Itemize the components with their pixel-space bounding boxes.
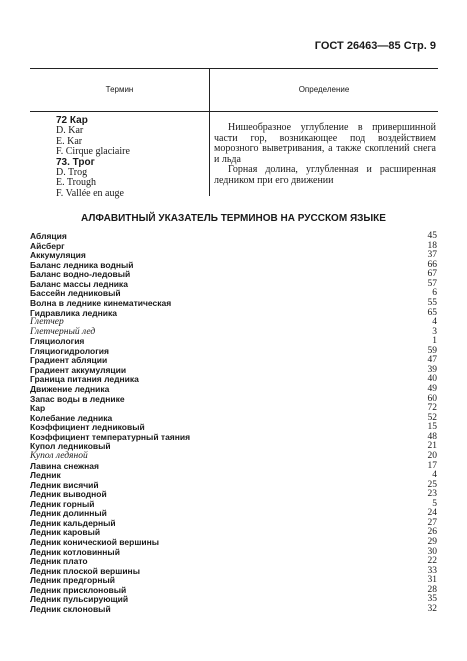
index-term: Ледник выводной xyxy=(30,489,107,500)
index-term: Глетчер xyxy=(30,317,64,328)
index-number: 33 xyxy=(427,565,437,576)
index-number: 23 xyxy=(427,489,437,500)
index-number: 28 xyxy=(427,584,437,595)
terms-column xyxy=(56,116,206,199)
page-header: ГОСТ 26463—85 Стр. 9 xyxy=(314,40,436,52)
index-term: Ледник висячий xyxy=(30,479,99,490)
index-number: 17 xyxy=(427,460,437,471)
index-term: Ледник коническиой вершины xyxy=(30,537,160,547)
index-term: Кар xyxy=(30,403,46,414)
index-row xyxy=(30,395,437,405)
index-row xyxy=(30,328,437,338)
index-number: 4 xyxy=(432,470,437,481)
index-term: Движение ледника xyxy=(30,384,110,394)
index-number: 47 xyxy=(427,355,437,366)
definition-trog: Горная долина, углубленная и расширенная ледником при его движении xyxy=(214,164,436,186)
index-number: 65 xyxy=(427,307,437,318)
index-number: 24 xyxy=(427,508,437,519)
index-term: Гляциогидрология xyxy=(30,345,109,356)
index-term: Ледник присклоновый xyxy=(30,584,127,595)
index-number: 22 xyxy=(427,556,437,567)
index-row xyxy=(30,548,437,558)
index-number: 60 xyxy=(427,393,437,404)
term-entry: E. Kar xyxy=(56,135,83,147)
column-header-terms: Термин xyxy=(105,85,134,94)
index-number: 52 xyxy=(427,412,437,423)
index-number: 15 xyxy=(427,422,437,433)
index-number: 57 xyxy=(427,278,437,289)
index-term: Гляциология xyxy=(30,336,85,347)
term-entry: F. Vallée en auge xyxy=(56,187,124,199)
index-number: 6 xyxy=(432,288,437,299)
index-row xyxy=(30,232,437,242)
index-term: Бассейн ледниковый xyxy=(30,288,121,299)
index-number: 5 xyxy=(432,498,437,509)
index-term: Купол ледяной xyxy=(30,450,88,461)
index-number: 18 xyxy=(427,240,437,251)
index-title: АЛФАВИТНЫЙ УКАЗАТЕЛЬ ТЕРМИНОВ НА РУССКОМ ЯЗЫКЕ xyxy=(81,213,386,224)
index-term: Гидравлика ледника xyxy=(30,307,117,318)
index-row xyxy=(30,309,437,319)
column-header-definition: Определение xyxy=(298,85,350,94)
index-number: 30 xyxy=(427,546,437,557)
index-term: Ледник горный xyxy=(30,498,95,509)
index-number: 59 xyxy=(427,345,437,356)
alphabetical-index xyxy=(30,232,437,615)
index-row xyxy=(30,605,437,615)
table-header-rule xyxy=(30,111,438,112)
index-number: 32 xyxy=(427,603,437,614)
index-row xyxy=(30,462,437,472)
index-number: 21 xyxy=(427,441,437,452)
index-number: 39 xyxy=(427,364,437,375)
index-term: Ледник предгорный xyxy=(30,575,115,586)
index-term: Колебание ледника xyxy=(30,412,113,423)
term-entry: D. Kar xyxy=(56,125,84,137)
index-term: Ледник кальдерный xyxy=(30,517,116,528)
index-number: 29 xyxy=(427,537,437,547)
index-term: Ледник склоновый xyxy=(30,603,111,614)
table-header xyxy=(30,69,438,111)
index-number: 31 xyxy=(427,575,437,586)
index-number: 48 xyxy=(427,431,437,442)
index-term: Лавина снежная xyxy=(30,460,99,471)
term-entry: E. Trough xyxy=(56,177,97,189)
index-term: Ледник пульсирующий xyxy=(30,594,129,605)
index-term: Купол ледниковый xyxy=(30,441,111,452)
index-number: 1 xyxy=(432,336,437,347)
index-number: 55 xyxy=(427,297,437,308)
index-number: 67 xyxy=(427,269,437,280)
table-column-divider xyxy=(209,69,210,196)
index-number: 27 xyxy=(427,517,437,528)
index-term: Ледник плато xyxy=(30,556,88,567)
index-number: 45 xyxy=(427,231,437,241)
index-number: 37 xyxy=(427,250,437,261)
term-entry: F. Cirque glaciaire xyxy=(56,146,130,158)
index-number: 20 xyxy=(427,450,437,461)
index-term: Градиент аккумуляции xyxy=(30,364,127,375)
index-row xyxy=(30,442,437,452)
index-number: 66 xyxy=(427,259,437,270)
index-term: Абляция xyxy=(30,231,67,241)
index-term: Граница питания ледника xyxy=(30,374,139,385)
term-entry: 73. Трог xyxy=(56,156,95,168)
index-term: Волна в леднике кинематическая xyxy=(30,297,172,308)
index-number: 3 xyxy=(432,326,437,337)
index-number: 40 xyxy=(427,374,437,385)
index-row xyxy=(30,242,437,252)
index-number: 4 xyxy=(432,317,437,328)
index-term: Коэффициент температурный таяния xyxy=(30,431,191,442)
index-term: Ледник котловинный xyxy=(30,546,120,557)
index-number: 72 xyxy=(427,403,437,414)
index-term: Баланс водно-ледовый xyxy=(30,269,131,280)
index-number: 35 xyxy=(427,594,437,605)
index-number: 49 xyxy=(427,384,437,394)
index-number: 25 xyxy=(427,479,437,490)
index-term: Коэффициент ледниковый xyxy=(30,422,145,433)
index-term: Баланс ледника водный xyxy=(30,259,134,270)
index-term: Баланс массы ледника xyxy=(30,278,128,289)
index-term: Ледник долинный xyxy=(30,508,107,519)
index-number: 26 xyxy=(427,527,437,538)
index-term: Глетчерный лед xyxy=(30,326,96,337)
term-entry: D. Trog xyxy=(56,167,88,179)
index-term: Ледник плоской вершины xyxy=(30,565,140,576)
term-entry: 72 Кар xyxy=(56,115,88,126)
index-term: Аккумуляция xyxy=(30,250,86,261)
index-term: Градиент абляции xyxy=(30,355,108,366)
index-term: Ледник каровый xyxy=(30,527,101,538)
definitions-column xyxy=(214,123,436,187)
index-term: Запас воды в леднике xyxy=(30,393,125,404)
index-term: Ледник xyxy=(30,470,61,481)
definition-kar: Нишеобразное углубление в привершинной части гор, возникающее под воздействием морозного выветривания, а также скоплений снега и льда xyxy=(214,122,436,165)
index-term: Айсберг xyxy=(30,240,65,251)
